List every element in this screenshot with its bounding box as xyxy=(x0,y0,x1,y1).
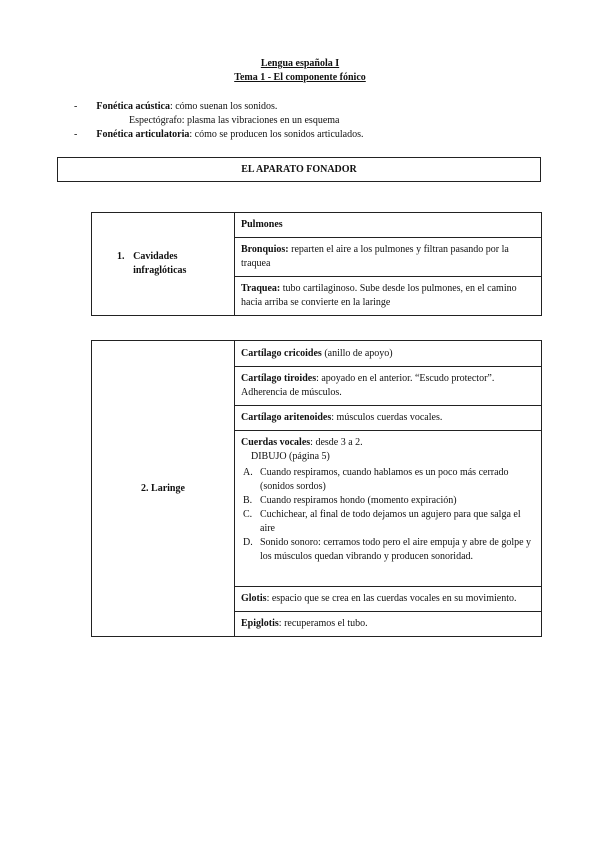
intro-item-acustica xyxy=(74,101,277,112)
list-text: Sonido sonoro: cerramos todo pero el aire empuja y abre de golpe y los músculos quedan vibrando y producen sonoridad. xyxy=(260,537,532,562)
table-row xyxy=(235,238,542,277)
intro-text: : cómo suenan los sonidos. xyxy=(169,101,278,112)
table-row xyxy=(235,213,542,238)
intro-text: Espectógrafo: plasma las vibraciones en un esquema xyxy=(129,115,340,126)
table-row xyxy=(235,587,542,612)
document-title: Lengua española I xyxy=(260,58,340,69)
table-label-cell xyxy=(92,213,235,316)
table-row xyxy=(235,431,542,587)
row-term: Bronquios: xyxy=(241,244,289,255)
row-text: (anillo de apoyo) xyxy=(321,347,393,359)
list-marker: B. xyxy=(243,495,253,506)
label-text: Cavidades infraglóticas xyxy=(133,251,187,276)
row-term: Pulmones xyxy=(241,219,283,230)
list-item xyxy=(241,466,535,494)
row-term: Cartílago tiroides xyxy=(241,373,317,384)
list-marker: C. xyxy=(243,509,253,520)
list-item xyxy=(241,508,535,536)
table-laringe xyxy=(91,340,542,637)
table-row xyxy=(235,612,542,637)
label-text: 2. Laringe xyxy=(141,482,185,494)
row-text: tubo cartilaginoso. Sube desde los pulmones, en el camino hacia arriba se convierte en la laringe xyxy=(241,283,517,308)
row-text: reparten el aire a los pulmones y filtran pasando por la traquea xyxy=(241,244,509,269)
row-term: Glotis xyxy=(241,593,267,604)
list-item xyxy=(241,536,535,564)
intro-bullet: - xyxy=(74,129,78,140)
row-text: : recuperamos el tubo. xyxy=(278,618,368,629)
row-text: : desde 3 a 2. xyxy=(310,437,363,448)
table-label-cell xyxy=(92,341,235,637)
intro-term: Fonética acústica xyxy=(96,101,170,112)
table-cavidades xyxy=(91,212,542,316)
table-row xyxy=(235,367,542,406)
list-marker: D. xyxy=(243,537,253,548)
row-text: : espacio que se crea en las cuerdas vocales en su movimiento. xyxy=(266,593,517,604)
table-row xyxy=(235,406,542,431)
row-term: Cuerdas vocales xyxy=(241,437,311,448)
document-subtitle: Tema 1 - El componente fónico xyxy=(234,72,366,83)
row-term: Cartílago cricoides xyxy=(241,347,322,359)
table-row xyxy=(235,277,542,316)
row-text: : apoyado en el anterior. “Escudo protector”. Adherencia de músculos. xyxy=(241,373,495,398)
row-text: : músculos cuerdas vocales. xyxy=(331,412,443,423)
cuerdas-sublist xyxy=(241,466,535,564)
intro-bullet: - xyxy=(74,101,78,112)
list-text: Cuchichear, al final de todo dejamos un agujero para que salga el aire xyxy=(260,509,521,534)
section-title-box: EL APARATO FONADOR xyxy=(57,157,541,182)
row-term: Epiglotis xyxy=(241,618,279,629)
table-row xyxy=(235,341,542,367)
dibujo-note: DIBUJO (página 5) xyxy=(251,451,330,462)
list-text: Cuando respiramos hondo (momento expiración) xyxy=(260,495,457,506)
list-text: Cuando respiramos, cuando hablamos es un poco más cerrado (sonidos sordos) xyxy=(260,467,509,492)
row-term: Cartílago aritenoides xyxy=(241,412,332,423)
intro-item-articulatoria xyxy=(74,129,364,140)
intro-term: Fonética articulatoria xyxy=(96,129,190,140)
list-item xyxy=(241,494,535,508)
row-term: Traquea: xyxy=(241,283,281,294)
intro-item-espectografo xyxy=(129,115,339,126)
list-marker: A. xyxy=(243,467,253,478)
intro-text: : cómo se producen los sonidos articulados. xyxy=(189,129,364,140)
label-number: 1. xyxy=(117,251,125,262)
